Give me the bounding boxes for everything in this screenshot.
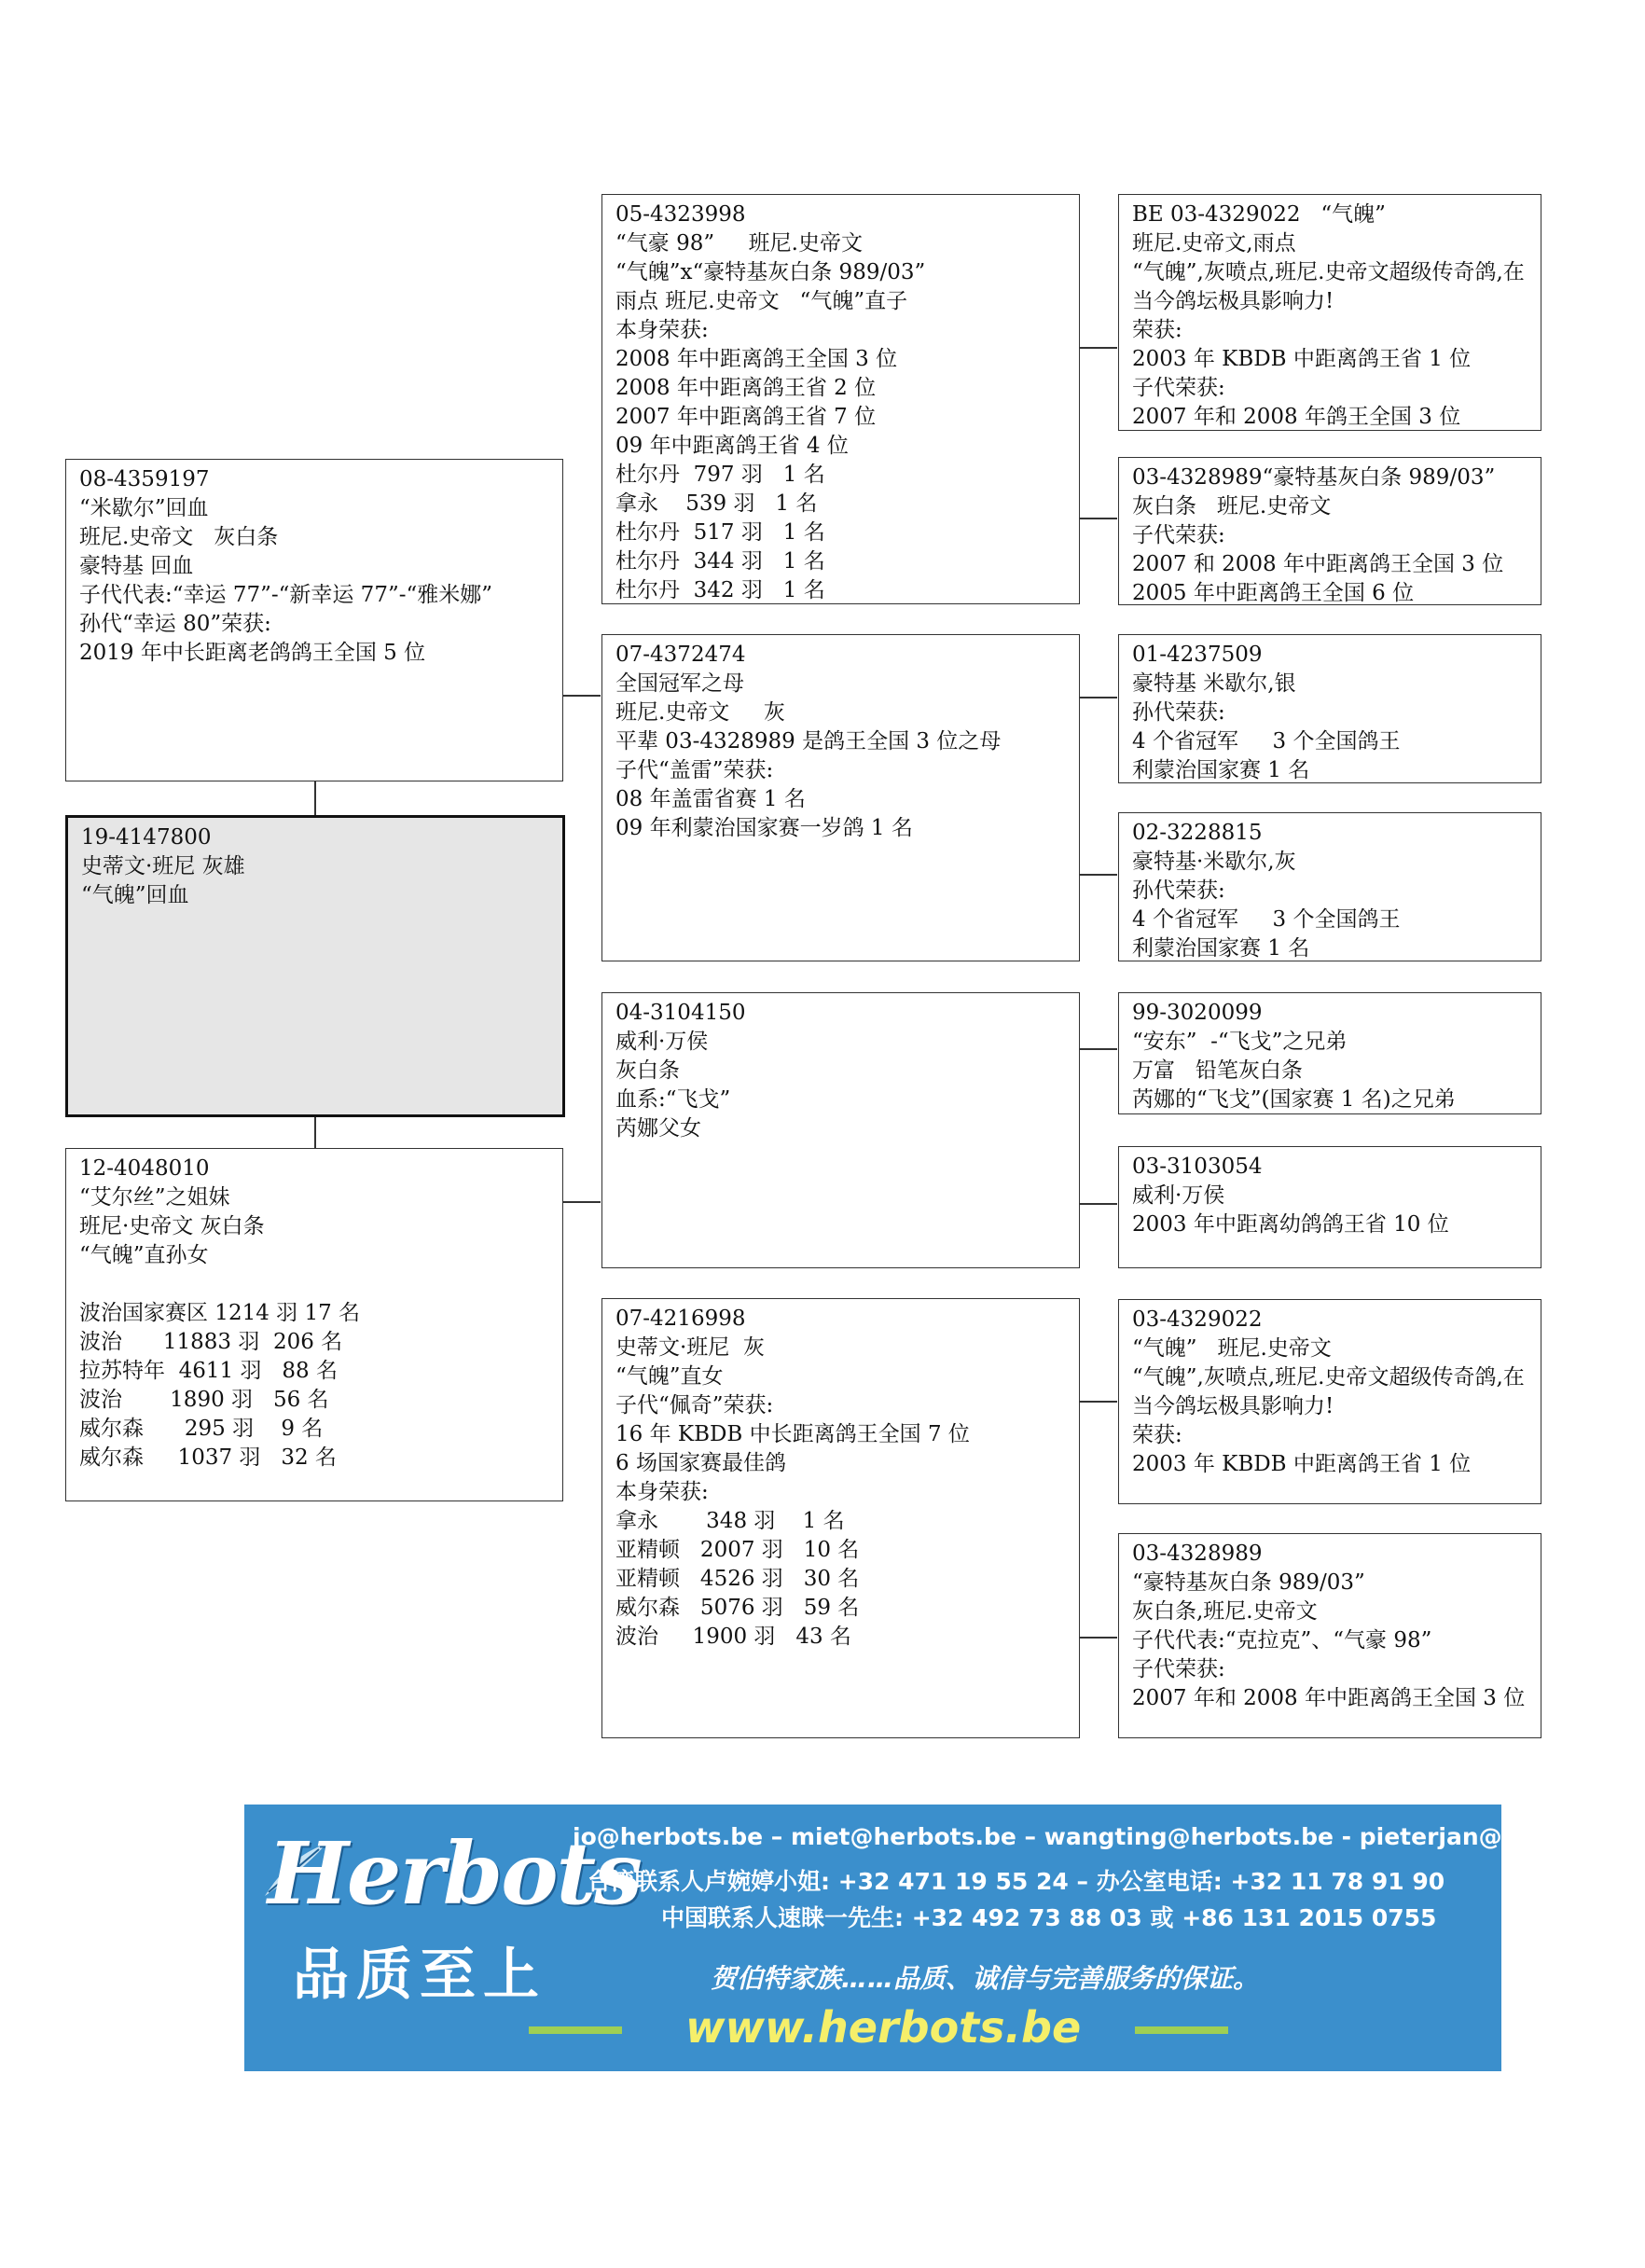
connector-line [1080,1637,1117,1639]
ring-number: 02-3228815 [1132,821,1263,845]
pedigree-box-dam-dam [601,1298,1080,1738]
pedigree-line: “气魄”,灰喷点,班尼.史帝文超级传奇鸽,在当今鸽坛极具影响力! [1132,260,1525,313]
pedigree-box-sdd [1118,812,1541,961]
pedigree-line: 2003 年 KBDB 中距离鸽王省 1 位 [1132,347,1472,371]
pedigree-line [79,1270,549,1299]
connector-line [1080,1203,1117,1205]
pedigree-line: 2005 年中距离鸽王全国 6 位 [1132,581,1415,605]
pedigree-line: 2003 年中距离幼鸽鸽王省 10 位 [1132,1212,1449,1237]
pedigree-line: 威利·万侯 [615,1030,709,1054]
ring-number: 19-4147800 [81,825,212,850]
pedigree-line: 全国冠军之母 [615,671,744,696]
pedigree-line: 6 场国家赛最佳鸽 [615,1451,786,1475]
pedigree-line: “安东” -“飞戈”之兄弟 [1132,1030,1348,1054]
pedigree-line: 利蒙治国家赛 1 名 [1132,758,1310,782]
pedigree-line: 孙代荣获: [1132,878,1225,903]
ring-number: 03-4328989“豪特基灰白条 989/03” [1132,465,1496,490]
pedigree-line: 灰白条,班尼.史帝文 [1132,1599,1318,1624]
pedigree-line: 子代“盖雷”荣获: [615,758,774,782]
pedigree-box-dam-sire [601,992,1080,1268]
ring-number: 01-4237509 [1132,643,1263,667]
pedigree-box-dds [1118,1299,1541,1504]
pedigree-line: 子代荣获: [1132,1657,1225,1681]
connector-line [314,781,316,819]
pedigree-line: 08 年盖雷省赛 1 名 [615,787,806,811]
ring-number: 99-3020099 [1132,1001,1263,1025]
pedigree-line: 2019 年中长距离老鸽鸽王全国 5 位 [79,641,426,665]
pedigree-line: 豪特基 回血 [79,554,194,578]
pedigree-line: 万富 铅笔灰白条 [1132,1058,1303,1083]
pedigree-line: 孙代“幸运 80”荣获: [79,612,271,636]
pedigree-line: 灰白条 班尼.史帝文 [1132,494,1332,519]
ring-number: 07-4372474 [615,643,746,667]
pedigree-line: “气魄”回血 [81,883,189,907]
pedigree-line: 本身荣获: [615,318,709,342]
connector-line [563,1201,601,1203]
ring-number: 05-4323998 [615,202,746,227]
pedigree-line: 芮娜的“飞戈”(国家赛 1 名)之兄弟 [1132,1087,1456,1112]
pedigree-line: 班尼.史帝文,雨点 [1132,231,1296,256]
pedigree-line: 史蒂文·班尼 灰 [615,1335,765,1360]
pedigree-line: 豪特基 米歇尔,银 [1132,671,1296,696]
pedigree-line: 孙代荣获: [1132,700,1225,725]
pedigree-line: 班尼.史帝文 灰 [615,700,785,725]
pedigree-line: 平辈 03-4328989 是鸽王全国 3 位之母 [615,729,1002,754]
pedigree-line: 班尼.史帝文 灰白条 [79,525,279,549]
pedigree-line: 史蒂文·班尼 灰雄 [81,854,245,878]
pedigree-line: 杜尔丹 342 羽 1 名 [615,578,825,602]
pedigree-line: 波治 1900 羽 43 名 [615,1625,851,1649]
pedigree-line: “豪特基灰白条 989/03” [1132,1570,1365,1595]
pedigree-line: “气魄”直女 [615,1364,724,1389]
pedigree-line: “艾尔丝”之姐妹 [79,1185,230,1210]
pedigree-line: 子代代表:“幸运 77”-“新幸运 77”-“雅米娜” [79,583,492,607]
pedigree-line: 本身荣获: [615,1480,709,1504]
pedigree-line: 荣获: [1132,1423,1182,1447]
pedigree-line: 亚精顿 4526 羽 30 名 [615,1567,860,1591]
pedigree-line: 拉苏特年 4611 羽 88 名 [79,1359,338,1383]
pedigree-line: 灰白条 [615,1058,680,1083]
pedigree-box-sss [1118,194,1541,431]
banner-slogan: 品质至上 [293,1943,546,2008]
pedigree-line: 威尔森 295 羽 9 名 [79,1417,324,1441]
ring-number: 08-4359197 [79,467,210,491]
pedigree-line: 班尼·史帝文 灰白条 [79,1214,265,1238]
connector-line [563,695,601,697]
pedigree-line: 子代荣获: [1132,523,1225,547]
pedigree-line: 威尔森 1037 羽 32 名 [79,1445,337,1470]
pedigree-line: 芮娜父女 [615,1116,701,1141]
pedigree-line: “米歇尔”回血 [79,496,209,520]
connector-line [1080,1401,1117,1403]
pedigree-line: 子代“佩奇”荣获: [615,1393,774,1418]
connector-line [1080,347,1117,349]
banner-website-link[interactable]: www.herbots.be [685,2002,1082,2053]
ring-number: 12-4048010 [79,1156,210,1181]
pedigree-box-dam [65,1148,563,1501]
pedigree-line: 血系:“飞戈” [615,1087,731,1112]
pedigree-line: “气豪 98” 班尼.史帝文 [615,231,863,256]
pedigree-line: 2007 年中距离鸽王省 7 位 [615,405,877,429]
pedigree-line: 利蒙治国家赛 1 名 [1132,936,1310,961]
herbots-logo: Herbots [268,1823,641,1924]
pedigree-box-sire-sire [601,194,1080,604]
connector-line [1080,697,1117,698]
banner-emails[interactable]: jo@herbots.be – miet@herbots.be – wangting@herbots.be - pieterjan@herbots.be [573,1823,1645,1850]
pedigree-line: 威利·万侯 [1132,1183,1225,1208]
banner-divider-left [529,2026,622,2034]
pedigree-box-subject [65,815,565,1117]
pedigree-line: 杜尔丹 344 羽 1 名 [615,549,825,574]
banner-motto: 贺伯特家族……品质、诚信与完善服务的保证。 [711,1963,1260,1994]
connector-line [1080,1048,1117,1050]
pedigree-line: 2008 年中距离鸽王省 2 位 [615,376,877,400]
pedigree-line: 2008 年中距离鸽王全国 3 位 [615,347,898,371]
pedigree-line: 2007 和 2008 年中距离鸽王全国 3 位 [1132,552,1504,576]
pedigree-box-dsd [1118,1146,1541,1268]
pedigree-line: 拿永 539 羽 1 名 [615,491,818,516]
ring-number: 03-3103054 [1132,1155,1263,1179]
pedigree-line: 亚精顿 2007 羽 10 名 [615,1538,860,1562]
pedigree-line: 拿永 348 羽 1 名 [615,1509,845,1533]
banner-divider-right [1135,2026,1228,2034]
pedigree-box-dss [1118,992,1541,1114]
banner-china-contact: 中国联系人速睐一先生: +32 492 73 88 03 或 +86 131 2015 0755 [661,1904,1437,1931]
pedigree-line: 威尔森 5076 羽 59 名 [615,1596,860,1620]
connector-line [314,1114,316,1152]
ring-number: 03-4329022 [1132,1307,1263,1332]
pedigree-line: 子代荣获: [1132,376,1225,400]
herbots-banner[interactable] [244,1805,1645,2071]
pedigree-line: 09 年中距离鸽王省 4 位 [615,434,849,458]
banner-taiwan-contact: 台湾联系人卢婉婷小姐: +32 471 19 55 24 – 办公室电话: +32 11 78 91 90 [588,1868,1445,1895]
pedigree-line: 2007 年和 2008 年鸽王全国 3 位 [1132,405,1461,429]
pedigree-line: 2007 年和 2008 年中距离鸽王全国 3 位 [1132,1686,1526,1710]
pedigree-line: “气魄”,灰喷点,班尼.史帝文超级传奇鸽,在当今鸽坛极具影响力! [1132,1365,1525,1418]
pedigree-box-sds [1118,634,1541,783]
pedigree-line: 雨点 班尼.史帝文 “气魄”直子 [615,289,908,313]
pedigree-line: 子代代表:“克拉克”、“气豪 98” [1132,1628,1432,1653]
pedigree-box-ssd [1118,457,1541,605]
pedigree-line: 4 个省冠军 3 个全国鸽王 [1132,907,1401,932]
pedigree-line: 杜尔丹 517 羽 1 名 [615,520,825,545]
pedigree-box-sire-dam [601,634,1080,961]
connector-line [1080,518,1117,519]
connector-line [1080,874,1117,876]
pedigree-line: 豪特基·米歇尔,灰 [1132,850,1296,874]
pedigree-line: 09 年利蒙治国家赛一岁鸽 1 名 [615,816,913,840]
pedigree-line: 荣获: [1132,318,1182,342]
ring-number: 04-3104150 [615,1001,746,1025]
pedigree-box-sire [65,459,563,781]
pedigree-line: 杜尔丹 797 羽 1 名 [615,463,825,487]
pedigree-box-ddd [1118,1533,1541,1738]
ring-number: 07-4216998 [615,1307,746,1331]
pedigree-line: 16 年 KBDB 中长距离鸽王全国 7 位 [615,1422,970,1446]
ring-number: 03-4328989 [1132,1542,1263,1566]
pedigree-line: 波治国家赛区 1214 羽 17 名 [79,1301,361,1325]
pedigree-line: 2003 年 KBDB 中距离鸽王省 1 位 [1132,1452,1472,1476]
pedigree-line: “气魄”x“豪特基灰白条 989/03” [615,260,926,284]
pedigree-line: “气魄”直孙女 [79,1243,209,1267]
pedigree-line: 波治 11883 羽 206 名 [79,1330,343,1354]
pedigree-line: 波治 1890 羽 56 名 [79,1388,329,1412]
pedigree-line: 4 个省冠军 3 个全国鸽王 [1132,729,1401,754]
pedigree-line: “气魄” 班尼.史帝文 [1132,1336,1332,1361]
ring-number: BE 03-4329022 “气魄” [1132,202,1386,227]
